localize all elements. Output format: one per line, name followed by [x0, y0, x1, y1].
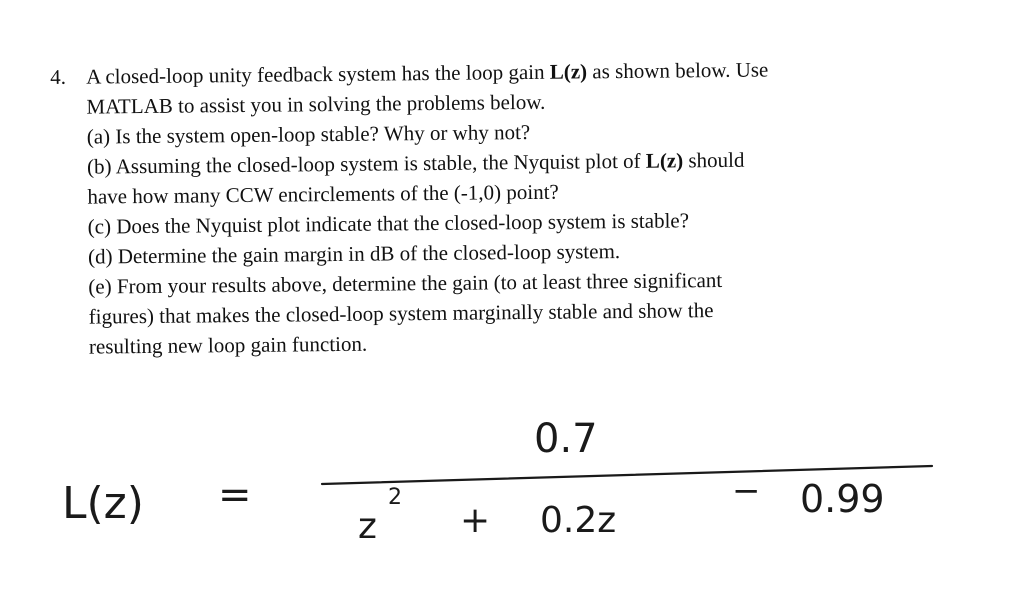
denominator-linear-term: 0.2z — [540, 500, 617, 541]
intro-text-1a: A closed-loop unity feedback system has the loop gain — [86, 59, 550, 89]
part-a: (a) Is the system open-loop stable? Why or why not? — [86, 119, 531, 149]
denominator-exponent: 2 — [388, 485, 402, 510]
intro-text-1c: as shown below. Use — [586, 57, 769, 84]
denominator-z: z — [358, 506, 377, 547]
part-d: (d) Determine the gain margin in dB of the closed-loop system. — [87, 239, 621, 269]
part-e-line-3: resulting new loop gain function. — [88, 331, 368, 359]
problem-number: 4. — [50, 64, 67, 89]
equation-numerator: 0.7 — [534, 416, 598, 462]
part-e-line-2: figures) that makes the closed-loop system marginally stable and show the — [88, 298, 714, 329]
part-c: (c) Does the Nyquist plot indicate that the closed-loop system is stable? — [87, 208, 690, 239]
part-b-loop-gain-symbol: L(z) — [645, 148, 684, 173]
denominator-minus: − — [732, 471, 761, 511]
loop-gain-symbol: L(z) — [549, 59, 588, 84]
part-b-text-1c: should — [683, 147, 745, 173]
part-b-text-1a: (b) Assuming the closed-loop system is stable, the Nyquist plot of — [86, 148, 646, 179]
part-b-line-2: have how many CCW encirclements of the (-1,0) point? — [87, 179, 559, 209]
denominator-constant: 0.99 — [800, 477, 885, 521]
equation-lhs: L(z) — [62, 478, 144, 529]
part-e-line-1: (e) From your results above, determine the gain (to at least three significant — [88, 267, 723, 299]
problem-line-2: MATLAB to assist you in solving the problems below. — [86, 89, 546, 119]
denominator-plus: + — [460, 500, 491, 541]
equation-equals-sign: = — [218, 472, 252, 518]
